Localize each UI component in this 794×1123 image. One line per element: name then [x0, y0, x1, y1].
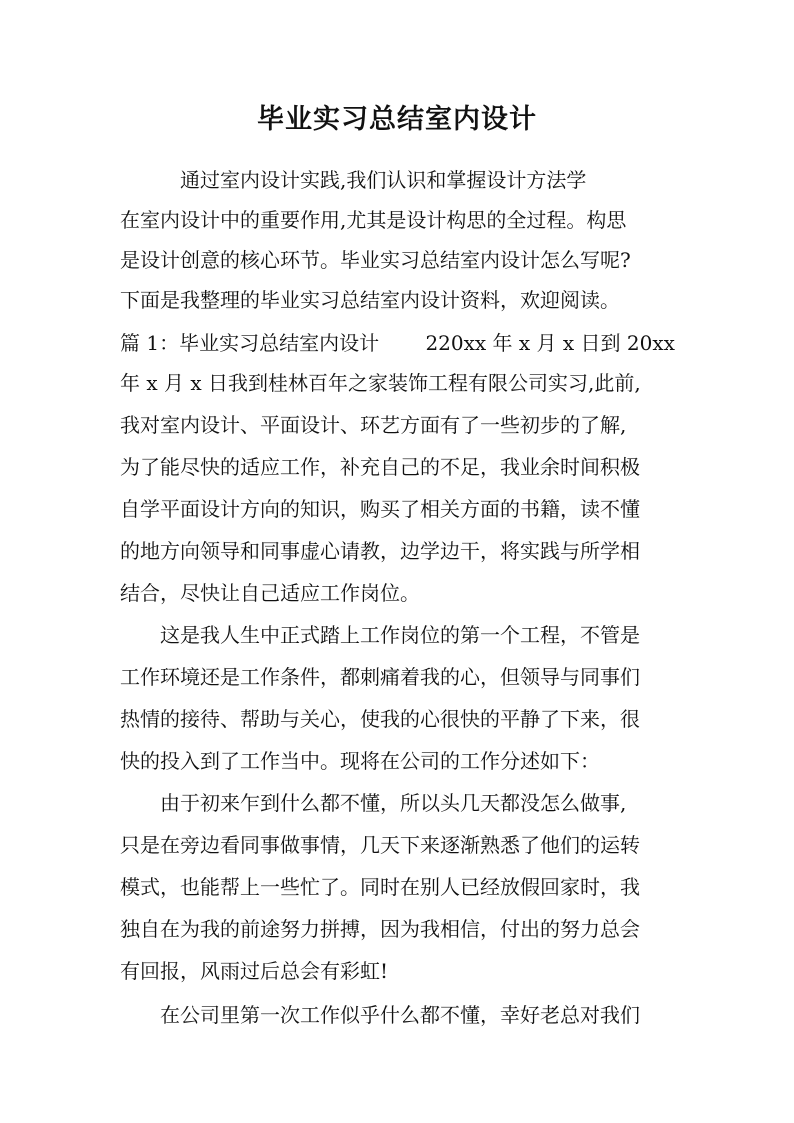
- body-line-14: 热情的接待、帮助与关心，使我的心很快的平静了下来，很: [120, 707, 640, 731]
- body-line-9: 自学平面设计方向的知识，购买了相关方面的书籍，读不懂: [120, 497, 640, 521]
- body-line-5: 篇 1：毕业实习总结室内设计 220xx 年 x 月 x 日到 20xx: [120, 331, 675, 355]
- body-line-4: 下面是我整理的毕业实习总结室内设计资料，欢迎阅读。: [120, 288, 620, 312]
- body-line-16: 由于初来乍到什么都不懂，所以头几天都没怎么做事,: [120, 791, 627, 815]
- body-line-6: 年 x 月 x 日我到桂林百年之家装饰工程有限公司实习,此前,: [120, 371, 641, 395]
- body-line-2: 在室内设计中的重要作用,尤其是设计构思的全过程。构思: [120, 208, 627, 232]
- body-line-18: 模式，也能帮上一些忙了。同时在别人已经放假回家时，我: [120, 875, 640, 899]
- body-line-21: 在公司里第一次工作似乎什么都不懂，幸好老总对我们: [120, 1003, 640, 1027]
- body-line-20: 有回报，风雨过后总会有彩虹!: [120, 959, 389, 983]
- body-line-3: 是设计创意的核心环节。毕业实习总结室内设计怎么写呢?: [120, 248, 631, 272]
- body-line-1: 通过室内设计实践,我们认识和掌握设计方法学: [120, 168, 587, 192]
- body-line-12: 这是我人生中正式踏上工作岗位的第一个工程，不管是: [120, 623, 640, 647]
- body-line-17: 只是在旁边看同事做事情，几天下来逐渐熟悉了他们的运转: [120, 833, 640, 857]
- body-line-7: 我对室内设计、平面设计、环艺方面有了一些初步的了解,: [120, 413, 627, 437]
- body-line-19: 独自在为我的前途努力拼搏，因为我相信，付出的努力总会: [120, 917, 640, 941]
- body-line-10: 的地方向领导和同事虚心请教，边学边干，将实践与所学相: [120, 539, 640, 563]
- page-title: 毕业实习总结室内设计: [257, 104, 537, 135]
- body-line-11: 结合，尽快让自己适应工作岗位。: [120, 581, 420, 605]
- body-line-13: 工作环境还是工作条件，都刺痛着我的心，但领导与同事们: [120, 665, 640, 689]
- body-line-15: 快的投入到了工作当中。现将在公司的工作分述如下：: [120, 749, 600, 773]
- body-line-8: 为了能尽快的适应工作，补充自己的不足，我业余时间积极: [120, 455, 640, 479]
